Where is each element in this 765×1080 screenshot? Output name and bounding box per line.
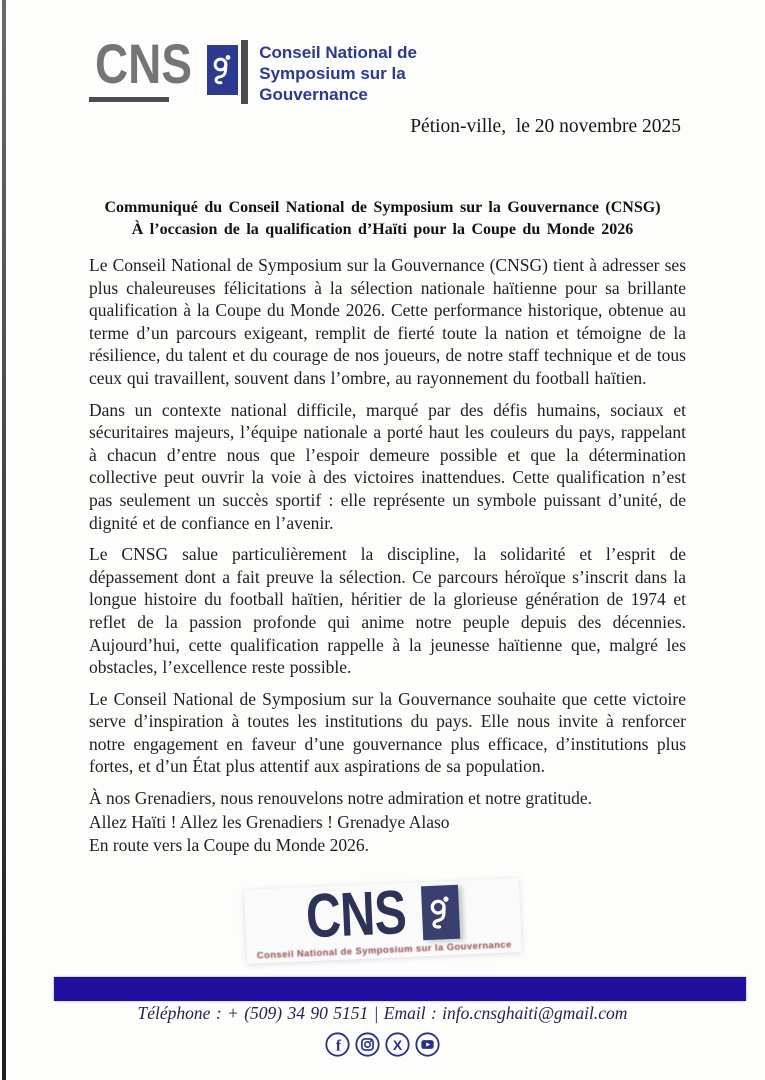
cnsg-g-icon <box>420 885 459 941</box>
footer-divider-bar <box>54 977 746 1001</box>
stamp-caption: Conseil National de Symposium sur la Gouvernance <box>256 939 512 962</box>
paragraph-1: Le Conseil National de Symposium sur la Gouvernance (CNSG) tient à adresser ses plus chaleureuses félicitations à la sélection nationale haïtienne pour sa brillante qualification à la Coupe du Monde 2026. Cette performance historique, obtenue au terme d’un parcours exigeant, remplit de fierté toute la nation et témoigne de la résilience, du talent et du courage de nos joueurs, de notre staff technique et de tous ceux qui travaillent, souvent dans l’ombre, au rayonnement du football haïtien. <box>89 255 686 388</box>
cnsg-header-logo <box>95 32 417 105</box>
closing-line-1: À nos Grenadiers, nous renouvelons notre admiration et notre gratitude. <box>89 788 592 809</box>
logo-name-line: Gouvernance <box>259 85 368 104</box>
paragraph-2: Dans un contexte national difficile, marqué par des défis humains, sociaux et sécuritaires majeurs, l’équipe nationale a porté haut les couleurs du pays, rappelant à chacun d’entre nous que l’espoir demeure possible et que la détermination collective peut ouvrir la voie à des victoires inattendues. Cette qualification n’est pas seulement un succès sportif : elle représente un symbole puissant d’unité, de dignité et de confiance en l’avenir. <box>89 399 686 533</box>
logo-underline <box>89 97 169 102</box>
instagram-icon <box>354 1031 381 1058</box>
svg-text:f: f <box>335 1037 342 1055</box>
x-twitter-icon <box>384 1031 411 1058</box>
closing-block <box>89 787 686 858</box>
logo-name-line: Symposium sur la <box>259 64 406 83</box>
cnsg-footer-logo-stamp <box>243 878 521 964</box>
logo-acronym: CNS <box>95 32 192 95</box>
scan-edge-shadow <box>2 0 6 1080</box>
date-line: Pétion-ville, le 20 novembre 2025 <box>410 116 681 137</box>
communique-title <box>60 197 705 241</box>
paragraph-4: Le Conseil National de Symposium sur la Gouvernance souhaite que cette victoire serve d’inspiration à toutes les institutions du pays. Elle nous invite à renforcer notre engagement en faveur d’une gouvernance plus efficace, d’institutions plus fortes, et d’un État plus attentif aux aspirations de sa population. <box>89 688 686 777</box>
logo-org-name <box>259 42 417 105</box>
svg-text:X: X <box>392 1036 403 1053</box>
title-line-1: Communiqué du Conseil National de Symposium sur la Gouvernance (CNSG) <box>104 199 661 216</box>
facebook-icon <box>324 1031 351 1058</box>
cnsg-logo-mark <box>95 32 248 104</box>
logo-vertical-bar <box>241 40 248 104</box>
paragraph-3: Le CNSG salue particulièrement la discipline, la solidarité et l’esprit de dépassement dont a fait preuve la sélection. Ce parcours héroïque s’inscrit dans la longue histoire du football haïtien, héritier de la glorieuse génération de 1974 et reflet de la passion profonde qui anime notre peuple depuis des décennies. Aujourd’hui, cette qualification rappelle à la jeunesse haïtienne que, malgré les obstacles, l’excellence reste possible. <box>89 544 686 678</box>
title-line-2: À l’occasion de la qualification d’Haïti pour la Coupe du Monde 2026 <box>131 221 634 238</box>
social-icons-row <box>0 1031 765 1058</box>
g-glyph <box>211 50 234 90</box>
logo-name-line: Conseil National de <box>259 43 417 62</box>
cnsg-g-icon <box>207 45 238 95</box>
contact-line: Téléphone : + (509) 34 90 5151 | Email : info.cnsghaiti@gmail.com <box>137 1003 628 1023</box>
g-glyph <box>427 891 454 935</box>
stamp-acronym: CNS <box>304 878 407 952</box>
communique-body <box>89 254 686 858</box>
youtube-icon <box>414 1031 441 1058</box>
closing-line-2: Allez Haïti ! Allez les Grenadiers ! Grenadye Alaso <box>89 811 450 832</box>
closing-line-3: En route vers la Coupe du Monde 2026. <box>89 835 369 856</box>
